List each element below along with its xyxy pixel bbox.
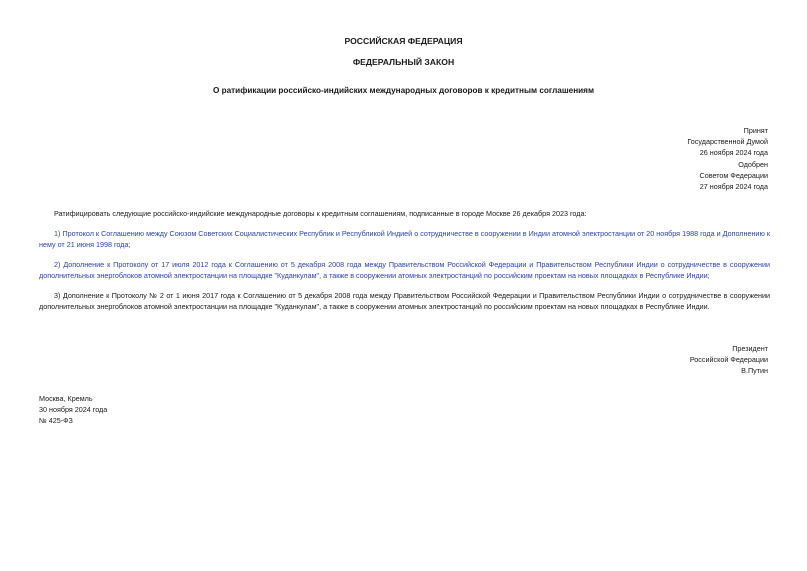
signer-country: Российской Федерации [689, 355, 768, 364]
place-date-block [39, 393, 107, 426]
treaty-item-number: 1) [54, 229, 61, 238]
treaty-link-1[interactable]: Протокол к Соглашению между Союзом Советских Социалистических Республик и Республикой Индией о сотрудничестве в сооружении в Индии атомной электростанции от 20 ноября 1988 года и Дополнению к нему от 21 июня 1998 года; [39, 229, 771, 249]
signer-name: В.Путин [741, 366, 768, 375]
adopted-date: 26 ноября 2024 года [699, 148, 768, 158]
signing-place: Москва, Кремль [39, 394, 93, 403]
law-title: О ратификации российско-индийских международных договоров к кредитным соглашениям [212, 86, 595, 95]
approved-date: 27 ноября 2024 года [699, 182, 768, 192]
treaty-item-number: 3) [54, 291, 61, 300]
treaty-item-3 [39, 291, 770, 312]
country-heading: РОССИЙСКАЯ ФЕДЕРАЦИЯ [344, 36, 463, 46]
signature-block [690, 343, 768, 376]
intro-paragraph: Ратифицировать следующие российско-индийские международные договоры к кредитным соглашениям, подписанные в городе Москве 26 декабря 2023 года: [54, 209, 587, 218]
treaty-item-number: 2) [54, 260, 61, 269]
treaty-item-2 [39, 260, 770, 281]
adoption-block [687, 125, 768, 192]
signing-date: 30 ноября 2024 года [39, 405, 108, 414]
approved-by: Советом Федерации [699, 170, 768, 180]
approved-label: Одобрен [738, 159, 768, 169]
law-type-heading: ФЕДЕРАЛЬНЫЙ ЗАКОН [352, 57, 455, 67]
signer-title: Президент [732, 344, 768, 353]
treaty-item-1 [39, 229, 770, 250]
treaty-link-2[interactable]: Дополнение к Протоколу от 17 июля 2012 года к Соглашению от 5 декабря 2008 года между Правительством Российской Федерации и Правительством Республики Индии о сотрудничестве в сооружении дополнительных энергоблоков атомной электростанции на площадке "Куданкулам", а также в сооружении атомных электростанций по российским проектам на новых площадках в Республике Индии; [39, 260, 770, 280]
adopted-label: Принят [743, 126, 768, 135]
law-number: № 425-ФЗ [39, 416, 73, 425]
adopted-by: Государственной Думой [687, 137, 768, 147]
treaty-item-text: Дополнение к Протоколу № 2 от 1 июня 2017 года к Соглашению от 5 декабря 2008 года между Правительством Российской Федерации и Правительством Республики Индии о сотрудничестве в сооружении дополнительных энергоблоков атомной электростанции на площадке "Куданкулам", а также в сооружении атомных электростанций по российским проектам на новых площадках в Республике Индии. [39, 291, 771, 311]
